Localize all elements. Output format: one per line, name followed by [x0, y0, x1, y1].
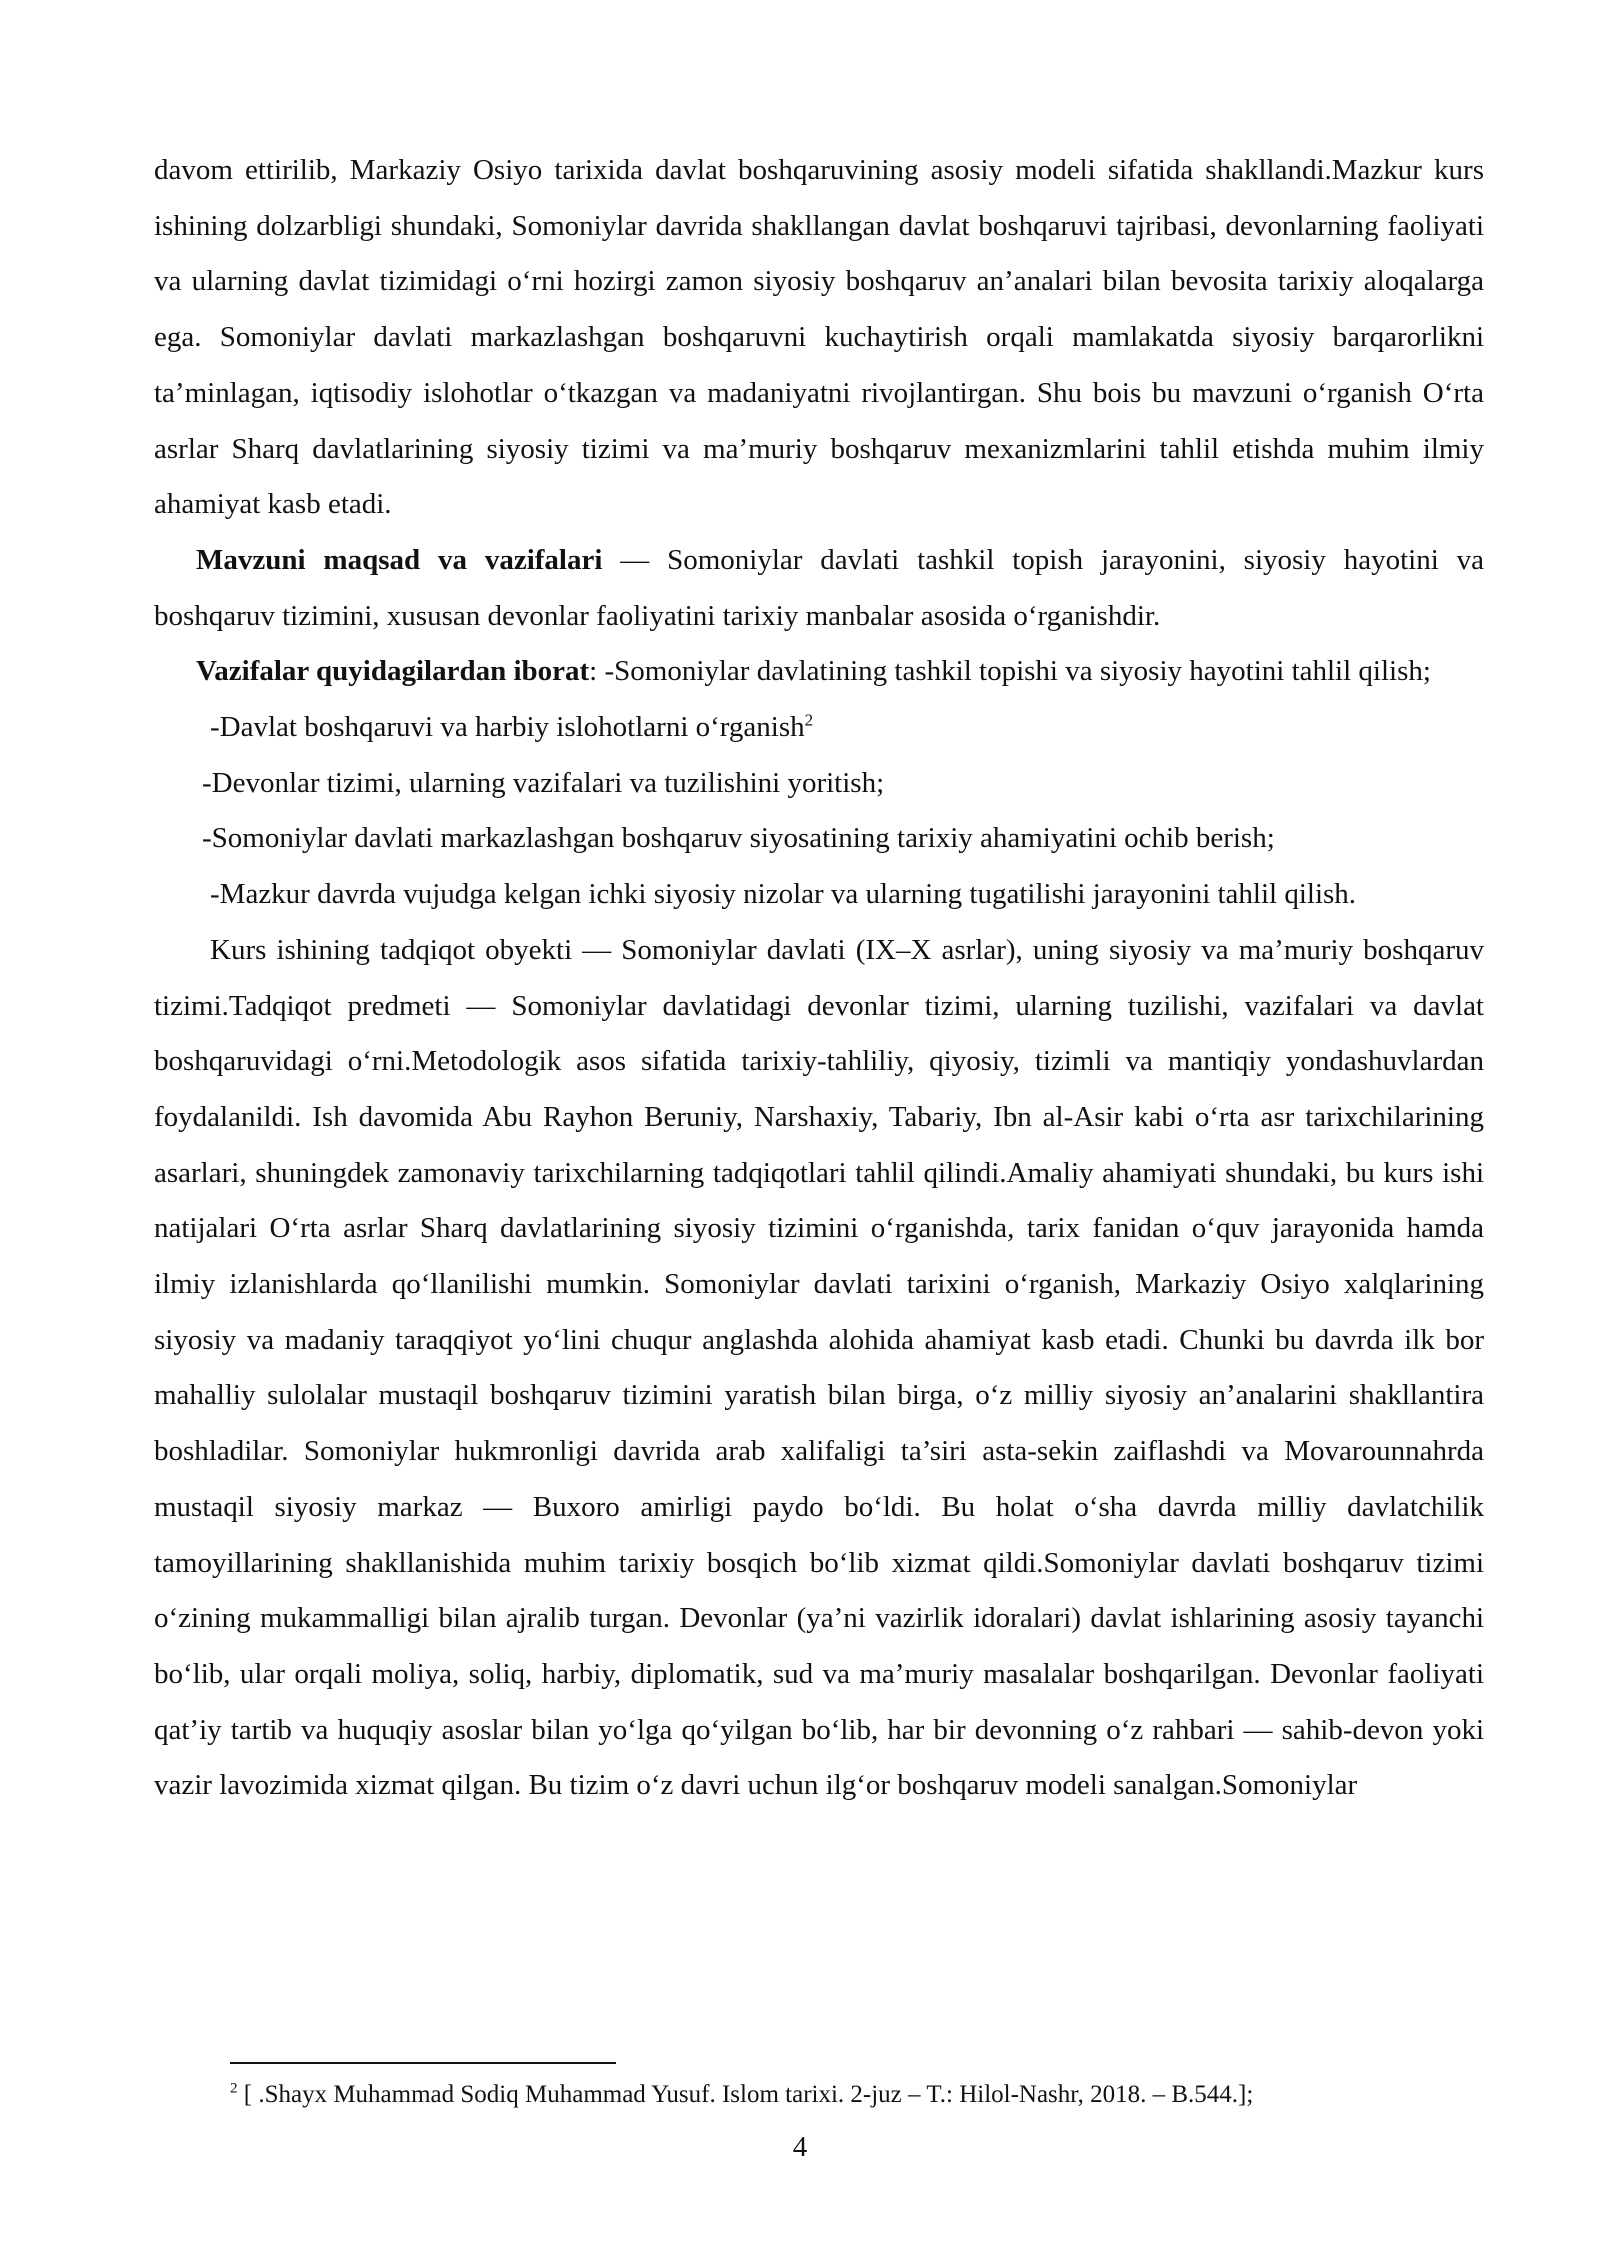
- list-item: -Mazkur davrda vujudga kelgan ichki siyosiy nizolar va ularning tugatilishi jarayonini tahlil qilish.: [210, 878, 1357, 911]
- list-item: -Somoniylar davlati markazlashgan boshqaruv siyosatining tarixiy ahamiyatini ochib berish;: [202, 822, 1275, 855]
- paragraph-relevance: davom ettirilib, Markaziy Osiyo tarixida davlat boshqaruvining asosiy modeli sifatida shakllandi.Mazkur kurs ishining dolzarbligi shundaki, Somoniylar davrida shakllangan davlat boshqaruvi tajribasi, devonlarning faoliyati va ularning davlat tizimidagi o‘rni hozirgi zamon siyosiy boshqaruv an’analari bilan bevosita tarixiy aloqalarga ega. Somoniylar davlati markazlashgan boshqaruvni kuchaytirish orqali mamlakatda siyosiy barqarorlikni ta’minlagan, iqtisodiy islohotlar o‘tkazgan va madaniyatni rivojlantirgan. Shu bois bu mavzuni o‘rganish O‘rta asrlar Sharq davlatlarining siyosiy tizimi va ma’muriy boshqaruv mexanizmlarini tahlil etishda muhim ilmiy ahamiyat kasb etadi.: [154, 154, 1484, 521]
- footnote-reference[interactable]: 2: [804, 710, 814, 730]
- heading-goals: Mavzuni maqsad va vazifalari: [196, 543, 603, 576]
- footnote: [230, 2078, 1470, 2112]
- goals-text: — Somoniylar davlati tashkil topish jarayonini, siyosiy hayotini va boshqaruv tizimini, xususan devonlar faoliyatini tarixiy manbalar asosida o‘rganishdir.: [154, 543, 1484, 632]
- footnote-marker: 2: [230, 2080, 238, 2097]
- list-item: -Devonlar tizimi, ularning vazifalari va tuzilishini yoritish;: [202, 766, 885, 799]
- page-number: 4: [792, 2131, 808, 2163]
- footnote-separator: [230, 2062, 616, 2064]
- paragraph-research-object: Kurs ishining tadqiqot obyekti — Somoniylar davlati (IX–X asrlar), uning siyosiy va ma’muriy boshqaruv tizimi.Tadqiqot predmeti — Somoniylar davlatidagi devonlar tizimi, ularning tuzilishi, vazifalari va davlat boshqaruvidagi o‘rni.Metodologik asos sifatida tarixiy-tahliliy, qiyosiy, tizimli va mantiqiy yondashuvlardan foydalanildi. Ish davomida Abu Rayhon Beruniy, Narshaxiy, Tabariy, Ibn al-Asir kabi o‘rta asr tarixchilarining asarlari, shuningdek zamonaviy tarixchilarning tadqiqotlari tahlil qilindi.Amaliy ahamiyati shundaki, bu kurs ishi natijalari O‘rta asrlar Sharq davlatlarining siyosiy tizimini o‘rganishda, tarix fanidan o‘quv jarayonida hamda ilmiy izlanishlarda qo‘llanilishi mumkin. Somoniylar davlati tarixini o‘rganish, Markaziy Osiyo xalqlarining siyosiy va madaniy taraqqiyot yo‘lini chuqur anglashda alohida ahamiyat kasb etadi. Chunki bu davrda ilk bor mahalliy sulolalar mustaqil boshqaruv tizimini yaratish bilan birga, o‘z milliy siyosiy an’analarini shakllantira boshladilar. Somoniylar hukmronligi davrida arab xalifaligi ta’siri asta-sekin zaiflashdi va Movarounnahrda mustaqil siyosiy markaz — Buxoro amirligi paydo bo‘ldi. Bu holat o‘sha davrda milliy davlatchilik tamoyillarining shakllanishida muhim tarixiy bosqich bo‘lib xizmat qildi.Somoniylar davlati boshqaruv tizimi o‘zining mukammalligi bilan ajralib turgan. Devonlar (ya’ni vazirlik idoralari) davlat ishlarining asosiy tayanchi bo‘lib, ular orqali moliya, soliq, harbiy, diplomatik, sud va ma’muriy masalalar boshqarilgan. Devonlar faoliyati qat’iy tartib va huquqiy asoslar bilan yo‘lga qo‘yilgan bo‘lib, har bir devonning o‘z rahbari — sahib-devon yoki vazir lavozimida xizmat qilgan. Bu tizim o‘z davri uchun ilg‘or boshqaruv modeli sanalgan.Somoniylar: [154, 933, 1484, 1802]
- list-item: [154, 700, 1484, 756]
- body-text: [154, 143, 1484, 1814]
- paragraph-goals: [154, 533, 1484, 644]
- heading-tasks: Vazifalar quyidagilardan iborat: [196, 655, 590, 688]
- list-item-text: -Davlat boshqaruvi va harbiy islohotlarni o‘rganish: [210, 711, 805, 744]
- footnote-text: [ .Shayx Muhammad Sodiq Muhammad Yusuf. Islom tarixi. 2-juz – T.: Hilol-Nashr, 2018. – B.544.];: [237, 2081, 1254, 2108]
- tasks-text: : -Somoniylar davlatining tashkil topishi va siyosiy hayotini tahlil qilish;: [589, 655, 1431, 688]
- paragraph-tasks: [154, 644, 1484, 700]
